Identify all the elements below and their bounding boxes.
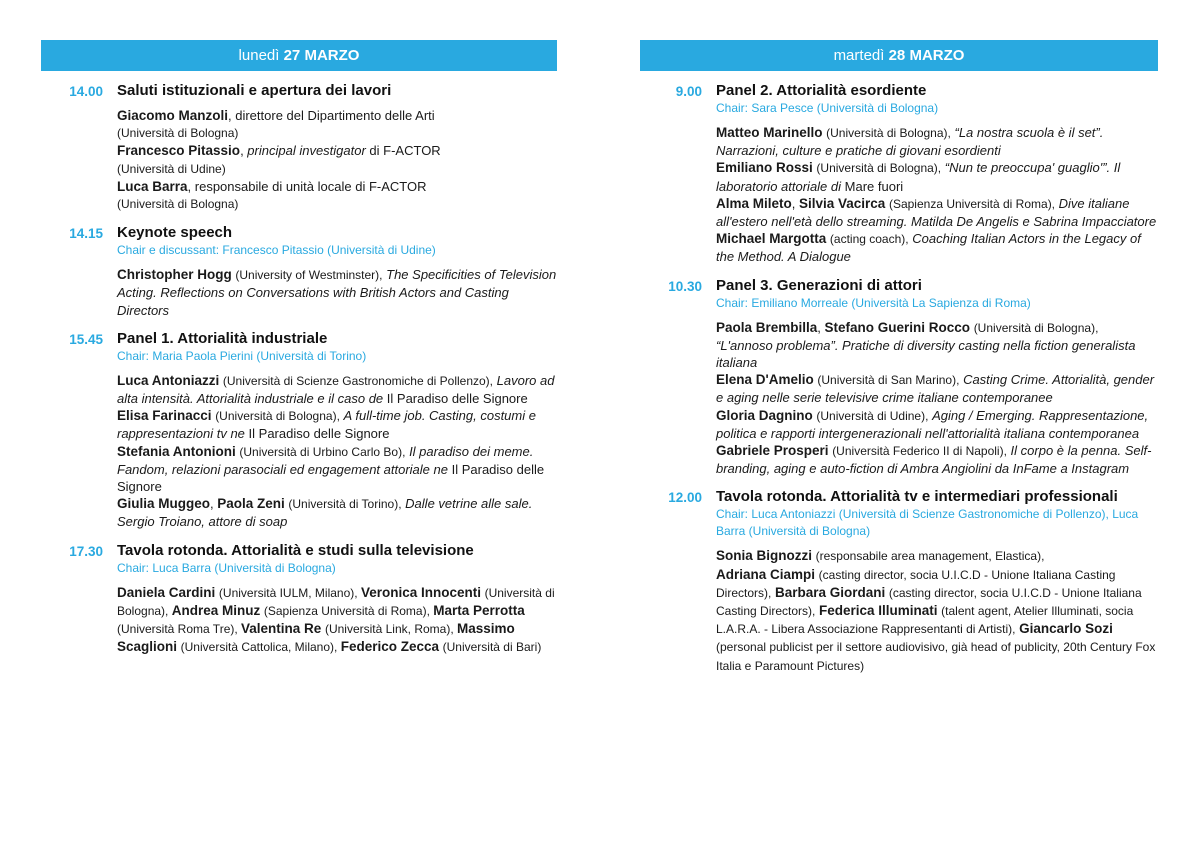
- session-1545: [41, 329, 557, 531]
- talk-title: Casting Crime. Attorialità, gender e aging nelle serie televisive crime italiane contemporanee: [716, 372, 1155, 406]
- speaker-affiliation: (Università di San Marino),: [817, 373, 960, 388]
- speaker-name: Andrea Minuz: [171, 602, 261, 618]
- speaker-affiliation: (Università di Bologna),: [816, 161, 942, 176]
- speaker-name: Alma Mileto: [716, 195, 792, 211]
- day-column-tuesday: [640, 40, 1158, 675]
- session-1415: [41, 223, 557, 319]
- talk-title: The Specificities of Television Acting. Reflections on Conversations with British Actors and Casting Directors: [117, 267, 557, 318]
- session-title: Panel 1. Attorialità industriale: [117, 329, 328, 347]
- session-time: 10.30: [668, 278, 702, 294]
- speaker-name: Luca Barra: [117, 178, 188, 194]
- session-time: 17.30: [69, 543, 103, 559]
- speaker-affiliation: (talent agent, Atelier Illuminati, socia L.A.R.A. - Libera Associazione Rappresentanti di Artisti),: [716, 604, 1134, 637]
- speaker-affiliation: (Università Link, Roma),: [324, 622, 457, 637]
- speaker-name: Federico Zecca: [340, 639, 439, 655]
- session-title: Tavola rotonda. Attorialità tv e intermediari professionali: [716, 488, 1118, 506]
- speaker-affiliation: (Università di Udine),: [816, 408, 929, 423]
- speaker-name: Stefano Guerini Rocco: [824, 319, 971, 335]
- talk-title: Aging / Emerging. Rappresentazione, politica e rapporti intergenerazionali nell'attorialità italiana contemporanea: [716, 407, 1149, 441]
- speaker-affiliation: (Università di Scienze Gastronomiche di Pollenzo),: [222, 373, 494, 388]
- speaker-name: Luca Antoniazzi: [117, 372, 220, 388]
- speaker-name: Paola Zeni: [217, 496, 285, 512]
- session-time: 14.15: [69, 226, 103, 242]
- speaker-name: Gabriele Prosperi: [716, 443, 829, 459]
- speaker-affiliation: (Università Roma Tre),: [117, 622, 242, 637]
- session-title: Panel 3. Generazioni di attori: [716, 276, 922, 294]
- show-title: Il Paradiso delle Signore: [386, 391, 528, 407]
- session-chair: Chair: Emiliano Morreale (Università La Sapienza di Roma): [716, 295, 1031, 310]
- talk-title: Dive italiane all'estero nell'età dello streaming. Matilda De Angelis e Sabrina Impacciatore: [716, 195, 1157, 230]
- speaker-affiliation: (responsabile area management, Elastica),: [815, 549, 1045, 564]
- session-1030: [640, 276, 1158, 478]
- speaker-name: Matteo Marinello: [716, 125, 823, 140]
- speaker-affiliation: (casting director, socia U.I.C.D - Unione Italiana Casting Directors),: [716, 585, 1142, 619]
- speaker-affiliation: (Università di Bologna),: [826, 126, 951, 140]
- speaker-affiliation: (Università Cattolica, Milano),: [180, 640, 341, 655]
- day-header-tuesday: [640, 40, 1158, 71]
- day-header-monday: [41, 40, 557, 71]
- speaker-role: principal investigator: [247, 143, 366, 159]
- speaker-name: Christopher Hogg: [117, 267, 232, 283]
- speaker-role: , direttore del Dipartimento delle Arti: [228, 108, 435, 123]
- speaker-name: Giacomo Manzoli: [117, 108, 229, 123]
- day-name: martedì: [833, 47, 885, 64]
- name-separator: ,: [791, 195, 799, 211]
- speaker-name: Barbara Giordani: [774, 584, 886, 600]
- name-separator: ,: [817, 319, 825, 335]
- show-title: Mare fuori: [844, 178, 904, 194]
- speaker-affiliation: (Università di Bologna): [117, 126, 239, 141]
- session-chair: Chair e discussant: Francesco Pitassio (Università di Udine): [117, 243, 436, 258]
- participant-list: [117, 372, 557, 531]
- session-1400: [41, 81, 557, 213]
- speaker-name: Elisa Farinacci: [117, 408, 212, 424]
- session-chair: Chair: Luca Barra (Università di Bologna): [117, 560, 336, 575]
- day-date: 28 MARZO: [888, 47, 965, 64]
- session-time: 12.00: [668, 490, 702, 506]
- session-chair: Chair: Sara Pesce (Università di Bologna): [716, 101, 939, 115]
- talk-title: Il corpo è la penna. Self-branding, aging e auto-fiction di Ambra Angiolini da InFame a Instagram: [716, 443, 1152, 477]
- speaker-role: , responsabile di unità locale di F-ACTOR: [187, 178, 427, 194]
- speaker-affiliation: (Università di Bologna),: [973, 320, 1099, 335]
- speaker-name: Sonia Bignozzi: [716, 548, 812, 564]
- speaker-name: Veronica Innocenti: [360, 584, 481, 600]
- speaker-name: Marta Perrotta: [433, 602, 525, 618]
- talk-title: A full-time job. Casting, costumi e rappresentazioni tv ne: [117, 408, 536, 442]
- speaker-affiliation: (Sapienza Università di Roma),: [263, 603, 434, 618]
- session-title: Panel 2. Attorialità esordiente: [716, 82, 927, 99]
- speaker-name: Stefania Antonioni: [117, 443, 236, 459]
- session-chair: Chair: Luca Antoniazzi (Università di Scienze Gastronomiche di Pollenzo), Luca Barra (Università di Bologna): [716, 507, 1139, 539]
- speaker-affiliation: (Università di Torino),: [288, 497, 402, 512]
- speaker-role-suffix: di F-ACTOR: [365, 143, 441, 159]
- speaker-name: Daniela Cardini: [117, 584, 216, 600]
- speaker-affiliation: (casting director, socia U.I.C.D - Unione Italiana Casting Directors),: [716, 567, 1116, 600]
- name-separator: ,: [210, 496, 218, 512]
- speaker-name: Valentina Re: [241, 621, 322, 637]
- speaker-name: Francesco Pitassio: [117, 143, 241, 159]
- session-chair: Chair: Maria Paola Pierini (Università di Torino): [117, 348, 367, 363]
- session-title: Tavola rotonda. Attorialità e studi sulla televisione: [117, 541, 474, 559]
- speaker-name: Giancarlo Sozi: [1019, 621, 1113, 637]
- speaker-affiliation: (Università di Udine): [117, 161, 226, 176]
- show-title: Il Paradiso delle Signore: [248, 426, 390, 442]
- talk-title: Lavoro ad alta intensità. Attorialità industriale e il caso de: [117, 372, 555, 407]
- participant-list: [117, 584, 557, 657]
- participant-list: Giacomo Manzoli, direttore del Dipartimento delle Arti (Università di Bologna) Francesco Pitassio, principal investigator di F-ACTOR (Università di Udine) Luca Barra, responsabile di unità locale di F-ACTOR (Università di Bologna): [117, 108, 441, 212]
- speaker-affiliation: (Università di Bologna),: [117, 585, 555, 618]
- speaker-name: Michael Margotta: [716, 231, 827, 247]
- talk-title: Dalle vetrine alle sale. Sergio Troiano, attore di soap: [117, 496, 533, 530]
- speaker-name: Emiliano Rossi: [716, 160, 813, 176]
- speaker-name: Silvia Vacirca: [799, 195, 886, 211]
- session-1200: [640, 487, 1158, 674]
- speaker-name: Federica Illuminati: [818, 603, 938, 619]
- show-title: Il Paradiso delle Signore: [117, 461, 545, 495]
- participant-list: [716, 547, 1158, 674]
- speaker-affiliation: (Università di Urbino Carlo Bo),: [239, 444, 406, 459]
- session-title: Saluti istituzionali e apertura dei lavori: [117, 82, 392, 99]
- talk-title: Il paradiso dei meme. Fandom, relazioni parasociali ed engagement attoriale ne: [117, 443, 534, 477]
- session-0900: [640, 81, 1158, 266]
- talk-title: “Nun te preoccupa' guaglio'”. Il laboratorio attoriale di: [716, 160, 1121, 194]
- speaker-affiliation: (personal publicist per il settore audiovisivo, già head of publicity, 20th Century Fox Italia e Paramount Pictures): [716, 640, 1156, 673]
- speaker-name: Paola Brembilla: [716, 319, 818, 335]
- day-date: 27 MARZO: [283, 47, 360, 64]
- speaker-affiliation: (Università Federico II di Napoli),: [832, 444, 1007, 459]
- day-column-monday: [41, 40, 557, 656]
- participant-list: [716, 319, 1158, 478]
- talk-title: “La nostra scuola è il set”. Narrazioni, culture e pratiche di giovani esordienti: [716, 125, 1104, 159]
- session-time: 14.00: [69, 84, 103, 99]
- speaker-affiliation: (Università di Bologna): [117, 197, 239, 212]
- session-time: 15.45: [69, 331, 103, 347]
- participant-list: [716, 124, 1158, 266]
- speaker-name: Adriana Ciampi: [716, 566, 816, 582]
- speaker-affiliation: (Sapienza Università di Roma),: [888, 196, 1056, 211]
- speaker-affiliation: (University of Westminster),: [235, 268, 383, 283]
- session-title: Keynote speech: [117, 224, 233, 242]
- talk-title: Coaching Italian Actors in the Legacy of the Method. A Dialogue: [716, 231, 1141, 265]
- speaker-affiliation: (Università di Bologna),: [215, 409, 340, 424]
- talk-title: “L'annoso problema”. Pratiche di diversity casting nella fiction generalista italiana: [716, 337, 1136, 371]
- participant-list: [117, 266, 557, 319]
- speaker-affiliation: (acting coach),: [829, 232, 909, 247]
- speaker-name: Elena D'Amelio: [716, 372, 814, 388]
- session-time: 9.00: [675, 84, 702, 99]
- speaker-name: Gloria Dagnino: [716, 407, 813, 423]
- day-name: lunedì: [238, 47, 280, 64]
- speaker-name: Giulia Muggeo: [117, 496, 210, 512]
- speaker-affiliation: (Università IULM, Milano),: [218, 585, 361, 600]
- session-1730: [41, 541, 557, 657]
- speaker-name: Massimo Scaglioni: [117, 621, 515, 655]
- speaker-affiliation: (Università di Bari): [442, 640, 542, 655]
